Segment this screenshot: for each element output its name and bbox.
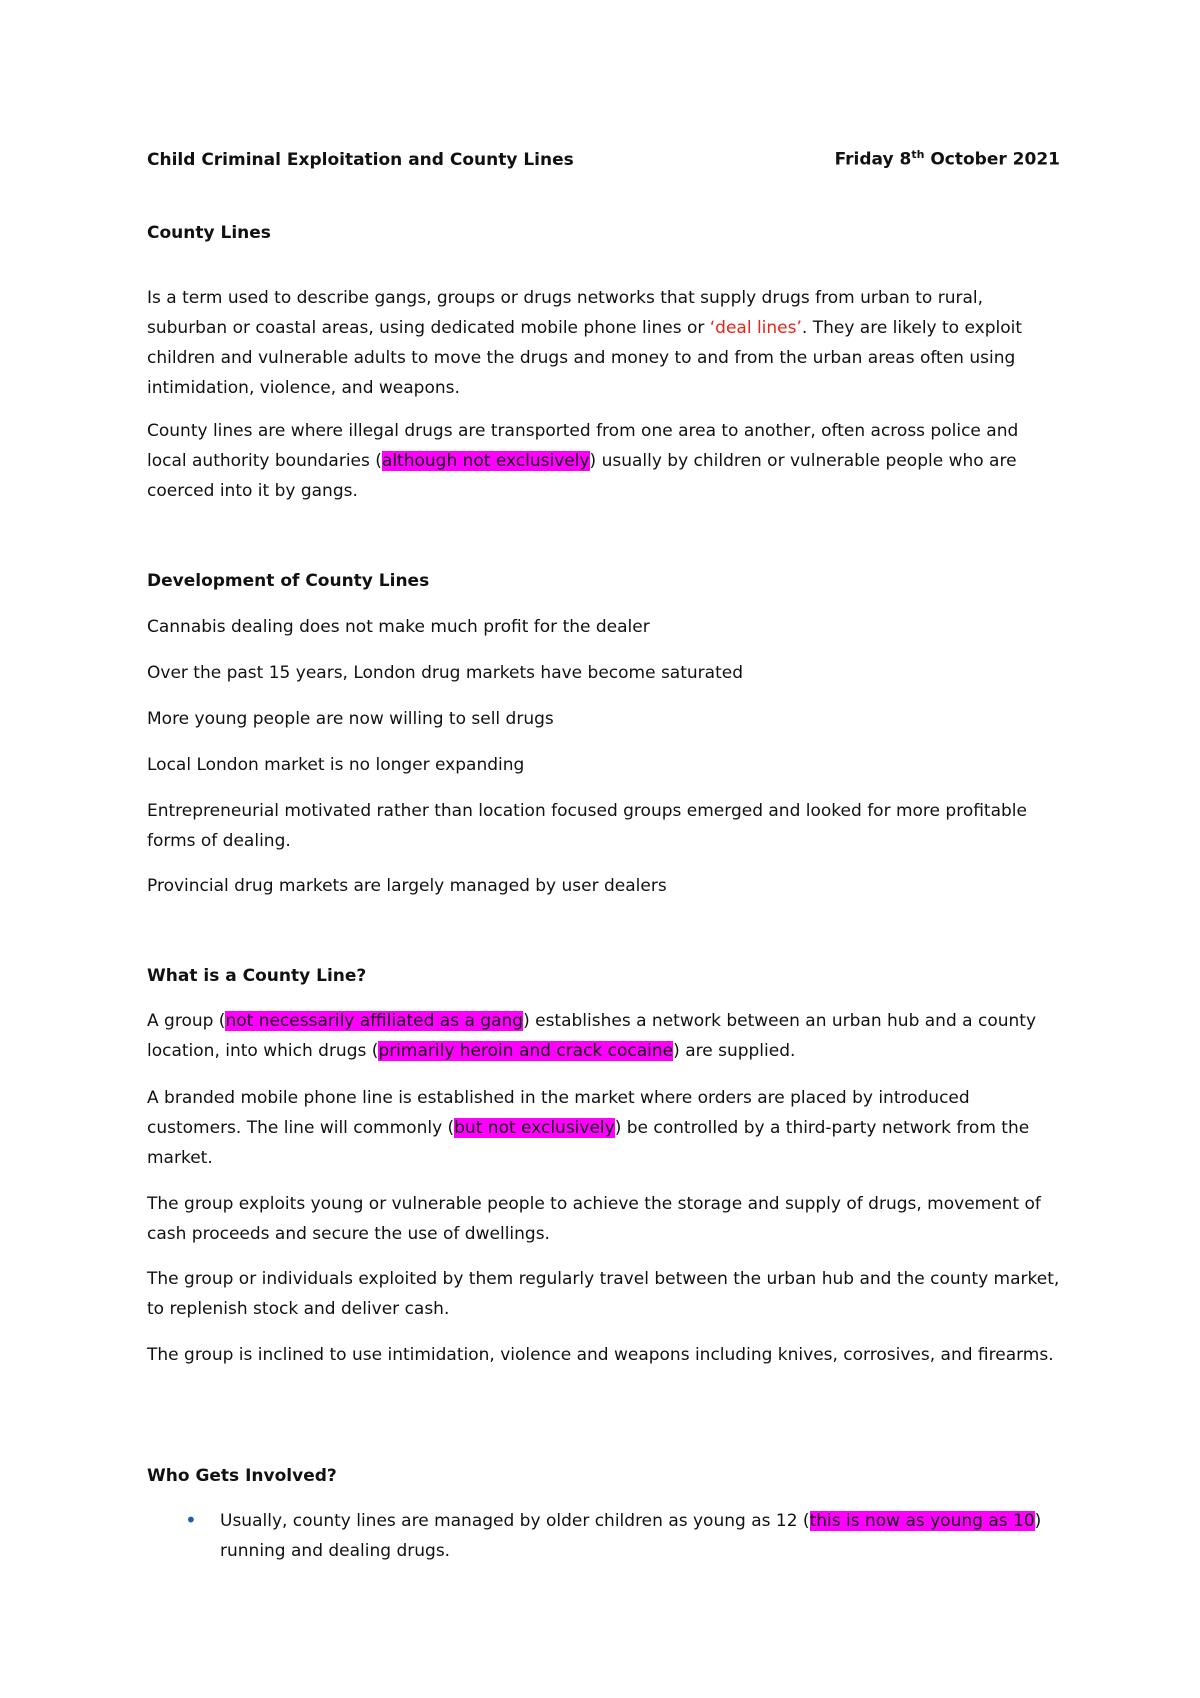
section-development [147, 566, 1060, 596]
paragraph [147, 1006, 1060, 1066]
date-month-year: October 2021 [924, 149, 1060, 170]
text-run: . They are likely to exploit children and vulnerable adults to move the drugs and money to and from the urban areas often using intimidation, violence, and weapons. [147, 318, 1023, 398]
text-run: A group ( [147, 1011, 226, 1031]
list-item [147, 796, 1060, 856]
document-title: Child Criminal Exploitation and County Lines [147, 149, 574, 170]
section-who-gets-involved [147, 1461, 1060, 1491]
list-item-text: Entrepreneurial motivated rather than location focused groups emerged and looked for more profitable forms of dealing. [147, 801, 1027, 851]
paragraph [147, 1264, 1060, 1324]
paragraph [147, 1083, 1060, 1173]
list-item-text: Cannabis dealing does not make much profit for the dealer [147, 617, 650, 637]
section-heading: Who Gets Involved? [147, 1466, 337, 1486]
highlighted-text: not necessarily affiliated as a gang [225, 1011, 524, 1031]
list-item [147, 871, 1060, 901]
list-item-text: Local London market is no longer expanding [147, 755, 525, 775]
text-run: ) be controlled by a third-party network from the market. [147, 1118, 1030, 1168]
list-item-text: Provincial drug markets are largely managed by user dealers [147, 876, 667, 896]
paragraph [147, 1340, 1060, 1370]
date-day: Friday 8 [834, 149, 912, 170]
red-text: ‘deal lines’ [709, 318, 802, 338]
section-county-lines [147, 218, 1060, 248]
section-heading: What is a County Line? [147, 966, 367, 986]
text-run: County lines are where illegal drugs are transported from one area to another, often across police and local authority boundaries ( [147, 421, 1019, 471]
list-item-text: More young people are now willing to sell drugs [147, 709, 554, 729]
paragraph [147, 283, 1060, 403]
section-what-is [147, 961, 1060, 991]
bullet-icon: • [185, 1508, 197, 1532]
list-item-text: Over the past 15 years, London drug markets have become saturated [147, 663, 743, 683]
text-run: ) are supplied. [673, 1041, 796, 1061]
text-run: Is a term used to describe gangs, groups or drugs networks that supply drugs from urban to rural, suburban or coastal areas, using dedicated mobile phone lines or [147, 288, 984, 338]
highlighted-text: this is now as young as 10 [809, 1511, 1035, 1531]
paragraph-text: The group is inclined to use intimidation, violence and weapons including knives, corrosives, and firearms. [147, 1345, 1054, 1365]
section-heading: Development of County Lines [147, 571, 430, 591]
highlighted-text: but not exclusively [454, 1118, 615, 1138]
list-item [147, 612, 1060, 642]
text-run: ) running and dealing drugs. [220, 1511, 1042, 1561]
list-item [147, 658, 1060, 688]
date-ordinal: th [911, 148, 925, 161]
paragraph-text: The group exploits young or vulnerable people to achieve the storage and supply of drugs, movement of cash proceeds and secure the use of dwellings. [147, 1194, 1041, 1244]
text-run: ) establishes a network between an urban hub and a county location, into which drugs ( [147, 1011, 1036, 1061]
paragraph [147, 416, 1060, 506]
document-date [835, 148, 1060, 170]
list-item [147, 704, 1060, 734]
text-run: ) usually by children or vulnerable people who are coerced into it by gangs. [147, 451, 1017, 501]
section-heading: County Lines [147, 223, 271, 243]
paragraph [147, 1189, 1060, 1249]
bullet-item [147, 1506, 1060, 1566]
document-header [147, 148, 1060, 170]
highlighted-text: primarily heroin and crack cocaine [378, 1041, 674, 1061]
text-run: Usually, county lines are managed by older children as young as 12 ( [220, 1511, 810, 1531]
paragraph-text: The group or individuals exploited by them regularly travel between the urban hub and the county market, to replenish stock and deliver cash. [147, 1269, 1060, 1319]
list-item [147, 750, 1060, 780]
text-run: A branded mobile phone line is established in the market where orders are placed by introduced customers. The line will commonly ( [147, 1088, 970, 1138]
highlighted-text: although not exclusively [381, 451, 590, 471]
